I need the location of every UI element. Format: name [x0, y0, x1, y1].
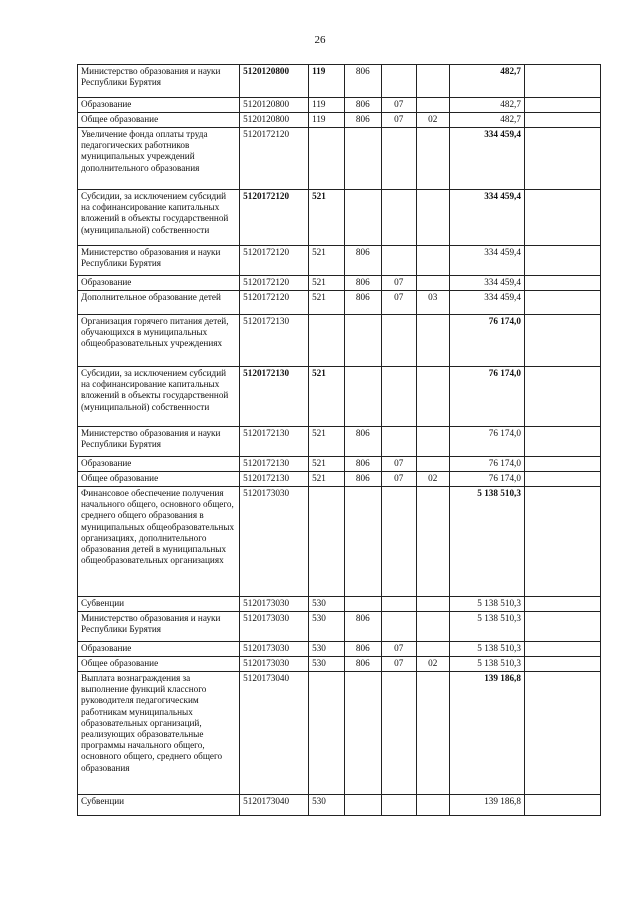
row-sum-cell: 76 174,0 — [449, 472, 524, 487]
row-csr-cell: 5120120800 — [240, 113, 309, 128]
row-rz-cell — [382, 315, 416, 367]
budget-table — [77, 64, 601, 816]
row-rz-cell: 07 — [382, 276, 416, 291]
table-row — [78, 657, 601, 672]
row-pr-cell: 02 — [416, 113, 449, 128]
row-csr-cell: 5120173040 — [240, 672, 309, 795]
row-sum-cell: 334 459,4 — [449, 276, 524, 291]
row-pr-cell — [416, 98, 449, 113]
row-pr-cell — [416, 597, 449, 612]
row-name-cell: Министерство образования и науки Республики Бурятия — [78, 612, 240, 642]
row-sum-cell: 5 138 510,3 — [449, 487, 524, 597]
budget-table-body — [78, 65, 601, 816]
row-name-cell: Увеличение фонда оплаты труда педагогических работников муниципальных учреждений дополнительного образования — [78, 128, 240, 190]
row-empty-cell — [524, 672, 600, 795]
row-empty-cell — [524, 65, 600, 98]
row-empty-cell — [524, 291, 600, 315]
row-name-cell: Образование — [78, 276, 240, 291]
row-empty-cell — [524, 128, 600, 190]
row-pr-cell: 03 — [416, 291, 449, 315]
row-rz-cell — [382, 672, 416, 795]
row-gr-cell — [344, 315, 382, 367]
row-vr-cell — [309, 487, 344, 597]
row-vr-cell — [309, 315, 344, 367]
row-empty-cell — [524, 367, 600, 427]
row-gr-cell: 806 — [344, 276, 382, 291]
row-empty-cell — [524, 315, 600, 367]
table-row — [78, 190, 601, 246]
row-gr-cell: 806 — [344, 472, 382, 487]
row-rz-cell: 07 — [382, 113, 416, 128]
row-sum-cell: 5 138 510,3 — [449, 657, 524, 672]
row-empty-cell — [524, 472, 600, 487]
row-empty-cell — [524, 276, 600, 291]
row-rz-cell — [382, 597, 416, 612]
row-vr-cell: 530 — [309, 657, 344, 672]
table-row — [78, 315, 601, 367]
row-vr-cell: 119 — [309, 65, 344, 98]
row-empty-cell — [524, 457, 600, 472]
row-rz-cell: 07 — [382, 457, 416, 472]
row-empty-cell — [524, 597, 600, 612]
row-pr-cell — [416, 612, 449, 642]
row-gr-cell: 806 — [344, 98, 382, 113]
row-vr-cell: 521 — [309, 427, 344, 457]
row-pr-cell — [416, 190, 449, 246]
row-pr-cell: 02 — [416, 472, 449, 487]
page-number: 26 — [314, 34, 326, 46]
table-row — [78, 487, 601, 597]
row-vr-cell: 119 — [309, 98, 344, 113]
row-csr-cell: 5120173040 — [240, 795, 309, 816]
row-vr-cell: 521 — [309, 291, 344, 315]
row-sum-cell: 76 174,0 — [449, 427, 524, 457]
row-name-cell: Субвенции — [78, 795, 240, 816]
row-csr-cell: 5120173030 — [240, 487, 309, 597]
row-gr-cell: 806 — [344, 291, 382, 315]
row-csr-cell: 5120173030 — [240, 657, 309, 672]
row-csr-cell: 5120172120 — [240, 276, 309, 291]
row-sum-cell: 482,7 — [449, 113, 524, 128]
row-name-cell: Субсидии, за исключением субсидий на софинансирование капитальных вложений в объекты государственной (муниципальной) собственности — [78, 190, 240, 246]
row-rz-cell: 07 — [382, 642, 416, 657]
row-gr-cell: 806 — [344, 65, 382, 98]
table-row — [78, 642, 601, 657]
table-row — [78, 65, 601, 98]
row-pr-cell — [416, 457, 449, 472]
row-rz-cell — [382, 367, 416, 427]
row-csr-cell: 5120172130 — [240, 472, 309, 487]
table-row — [78, 472, 601, 487]
row-rz-cell — [382, 427, 416, 457]
row-gr-cell — [344, 128, 382, 190]
row-name-cell: Образование — [78, 642, 240, 657]
row-sum-cell: 5 138 510,3 — [449, 612, 524, 642]
row-csr-cell: 5120173030 — [240, 612, 309, 642]
table-row — [78, 98, 601, 113]
row-empty-cell — [524, 795, 600, 816]
row-name-cell: Общее образование — [78, 472, 240, 487]
row-csr-cell: 5120172130 — [240, 457, 309, 472]
table-row — [78, 457, 601, 472]
row-csr-cell: 5120172130 — [240, 367, 309, 427]
row-pr-cell: 02 — [416, 657, 449, 672]
row-empty-cell — [524, 246, 600, 276]
row-name-cell: Общее образование — [78, 657, 240, 672]
row-name-cell: Организация горячего питания детей, обучающихся в муниципальных общеобразовательных учреждениях — [78, 315, 240, 367]
table-row — [78, 367, 601, 427]
row-sum-cell: 482,7 — [449, 98, 524, 113]
row-name-cell: Министерство образования и науки Республики Бурятия — [78, 427, 240, 457]
row-vr-cell: 530 — [309, 642, 344, 657]
row-rz-cell: 07 — [382, 98, 416, 113]
row-name-cell: Дополнительное образование детей — [78, 291, 240, 315]
table-row — [78, 128, 601, 190]
row-gr-cell: 806 — [344, 612, 382, 642]
row-vr-cell: 521 — [309, 457, 344, 472]
row-vr-cell: 521 — [309, 472, 344, 487]
row-csr-cell: 5120172120 — [240, 291, 309, 315]
row-sum-cell: 334 459,4 — [449, 291, 524, 315]
row-empty-cell — [524, 190, 600, 246]
row-rz-cell — [382, 795, 416, 816]
row-gr-cell — [344, 597, 382, 612]
row-csr-cell: 5120120800 — [240, 65, 309, 98]
row-gr-cell — [344, 367, 382, 427]
table-row — [78, 795, 601, 816]
row-rz-cell — [382, 190, 416, 246]
row-vr-cell — [309, 128, 344, 190]
row-pr-cell — [416, 246, 449, 276]
row-pr-cell — [416, 128, 449, 190]
row-rz-cell: 07 — [382, 291, 416, 315]
row-gr-cell — [344, 190, 382, 246]
table-row — [78, 612, 601, 642]
row-sum-cell: 5 138 510,3 — [449, 597, 524, 612]
row-csr-cell: 5120172120 — [240, 246, 309, 276]
row-vr-cell: 521 — [309, 190, 344, 246]
row-csr-cell: 5120172130 — [240, 427, 309, 457]
row-csr-cell: 5120172130 — [240, 315, 309, 367]
row-rz-cell — [382, 487, 416, 597]
row-empty-cell — [524, 113, 600, 128]
row-pr-cell — [416, 795, 449, 816]
row-rz-cell — [382, 612, 416, 642]
row-vr-cell: 521 — [309, 276, 344, 291]
row-empty-cell — [524, 427, 600, 457]
row-pr-cell — [416, 487, 449, 597]
row-vr-cell: 530 — [309, 795, 344, 816]
table-row — [78, 597, 601, 612]
row-pr-cell — [416, 65, 449, 98]
row-gr-cell: 806 — [344, 113, 382, 128]
row-csr-cell: 5120173030 — [240, 642, 309, 657]
table-row — [78, 427, 601, 457]
row-vr-cell: 530 — [309, 612, 344, 642]
table-row — [78, 276, 601, 291]
row-gr-cell — [344, 795, 382, 816]
row-sum-cell: 5 138 510,3 — [449, 642, 524, 657]
row-rz-cell: 07 — [382, 472, 416, 487]
row-pr-cell — [416, 642, 449, 657]
row-empty-cell — [524, 612, 600, 642]
row-sum-cell: 334 459,4 — [449, 190, 524, 246]
row-pr-cell — [416, 276, 449, 291]
row-pr-cell — [416, 672, 449, 795]
row-gr-cell: 806 — [344, 657, 382, 672]
row-empty-cell — [524, 487, 600, 597]
row-pr-cell — [416, 367, 449, 427]
row-vr-cell: 530 — [309, 597, 344, 612]
row-rz-cell — [382, 246, 416, 276]
table-row — [78, 246, 601, 276]
row-gr-cell: 806 — [344, 457, 382, 472]
row-name-cell: Общее образование — [78, 113, 240, 128]
row-sum-cell: 76 174,0 — [449, 367, 524, 427]
row-empty-cell — [524, 642, 600, 657]
table-row — [78, 291, 601, 315]
row-empty-cell — [524, 657, 600, 672]
row-vr-cell: 119 — [309, 113, 344, 128]
row-sum-cell: 76 174,0 — [449, 315, 524, 367]
row-name-cell: Министерство образования и науки Республики Бурятия — [78, 65, 240, 98]
row-csr-cell: 5120172120 — [240, 190, 309, 246]
row-sum-cell: 334 459,4 — [449, 128, 524, 190]
row-csr-cell: 5120173030 — [240, 597, 309, 612]
row-pr-cell — [416, 315, 449, 367]
row-gr-cell — [344, 672, 382, 795]
row-sum-cell: 139 186,8 — [449, 795, 524, 816]
table-row — [78, 672, 601, 795]
row-vr-cell — [309, 672, 344, 795]
row-name-cell: Выплата вознаграждения за выполнение функций классного руководителя педагогическим работникам муниципальных образовательных организаций, реализующих образовательные программы начального общего, основного общего, среднего общего образования — [78, 672, 240, 795]
row-gr-cell: 806 — [344, 642, 382, 657]
row-sum-cell: 482,7 — [449, 65, 524, 98]
row-vr-cell: 521 — [309, 367, 344, 427]
row-sum-cell: 139 186,8 — [449, 672, 524, 795]
row-name-cell: Субвенции — [78, 597, 240, 612]
table-row — [78, 113, 601, 128]
row-csr-cell: 5120120800 — [240, 98, 309, 113]
row-name-cell: Субсидии, за исключением субсидий на софинансирование капитальных вложений в объекты государственной (муниципальной) собственности — [78, 367, 240, 427]
row-name-cell: Образование — [78, 98, 240, 113]
row-name-cell: Финансовое обеспечение получения начального общего, основного общего, среднего общего образования в муниципальных общеобразовательных организациях, дополнительного образования детей в муниципальных общеобразовательных организациях — [78, 487, 240, 597]
row-gr-cell — [344, 487, 382, 597]
row-name-cell: Министерство образования и науки Республики Бурятия — [78, 246, 240, 276]
row-gr-cell: 806 — [344, 427, 382, 457]
row-vr-cell: 521 — [309, 246, 344, 276]
row-sum-cell: 334 459,4 — [449, 246, 524, 276]
row-gr-cell: 806 — [344, 246, 382, 276]
row-name-cell: Образование — [78, 457, 240, 472]
row-rz-cell — [382, 65, 416, 98]
row-empty-cell — [524, 98, 600, 113]
row-sum-cell: 76 174,0 — [449, 457, 524, 472]
row-pr-cell — [416, 427, 449, 457]
row-rz-cell — [382, 128, 416, 190]
row-rz-cell: 07 — [382, 657, 416, 672]
row-csr-cell: 5120172120 — [240, 128, 309, 190]
